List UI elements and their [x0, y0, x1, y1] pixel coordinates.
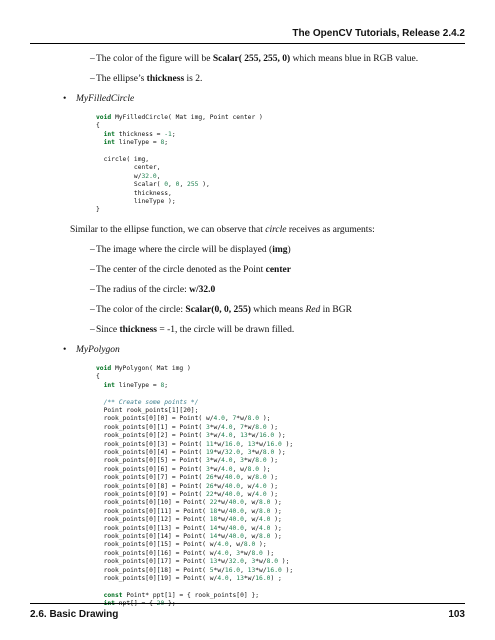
list-item: [70, 243, 470, 257]
item-bold: w/32.0: [189, 284, 216, 295]
code-line: const Point* ppt[1] = { rook_points[0] };: [103, 591, 260, 599]
code-line: rook_points[0][15] = Point( w/4.0, w/8.0 );: [96, 541, 267, 549]
header-rule: [30, 43, 465, 44]
code-line: rook_points[0][18] = Point( 5*w/16.0, 13*w/16.0 );: [96, 566, 294, 574]
list-item: [70, 72, 470, 86]
item-bold: thickness: [146, 74, 185, 84]
code-line: rook_points[0][16] = Point( w/4.0, 3*w/8.0 );: [96, 549, 275, 557]
list-item: [70, 52, 470, 66]
code-line: rook_points[0][10] = Point( 22*w/40.0, w/8.0 );: [96, 499, 282, 507]
footer-rule: [30, 603, 465, 604]
list-item: [70, 303, 470, 317]
item-text: which means blue in RGB value.: [290, 54, 419, 64]
code-line: rook_points[0][19] = Point( w/4.0, 13*w/16.0) ;: [96, 575, 282, 583]
code-line: {: [96, 373, 100, 381]
item-text: The ellipse’s: [96, 74, 147, 84]
code-block-filled-circle: [96, 114, 470, 215]
page-content: [70, 52, 470, 609]
item-text: in BGR: [320, 304, 352, 315]
paragraph: [70, 223, 470, 237]
argument-list: [70, 243, 470, 337]
code-line: /** Create some points */: [96, 398, 199, 406]
code-line: rook_points[0][11] = Point( 18*w/40.0, w/8.0 );: [96, 507, 282, 515]
item-text: ): [287, 244, 291, 255]
code-line: circle( img,: [96, 156, 150, 164]
code-line: rook_points[0][3] = Point( 11*w/16.0, 13*w/16.0 );: [96, 440, 294, 448]
page-number: 103: [448, 609, 465, 620]
running-header: The OpenCV Tutorials, Release 2.4.2: [292, 28, 465, 39]
code-line: }: [96, 206, 100, 214]
code-line: center,: [96, 164, 161, 172]
item-text: Since: [96, 324, 120, 335]
code-line: int thickness = -1;: [103, 130, 176, 138]
code-line: void MyFilledCircle( Mat img, Point center ): [96, 114, 263, 121]
code-line: rook_points[0][5] = Point( 3*w/4.0, 3*w/8.0 );: [96, 457, 279, 465]
item-text: The center of the circle denoted as the Point: [96, 264, 266, 275]
code-line: rook_points[0][17] = Point( 13*w/32.0, 3*w/8.0 );: [96, 558, 290, 566]
code-line: int lineType = 8;: [103, 139, 169, 147]
code-line: {: [96, 122, 100, 130]
code-line: rook_points[0][8] = Point( 26*w/40.0, w/4.0 );: [96, 482, 279, 490]
section-bullet-filled-circle: • MyFilledCircle: [54, 92, 470, 106]
code-line: rook_points[0][6] = Point( 3*w/4.0, w/8.0 );: [96, 465, 271, 473]
code-line: rook_points[0][13] = Point( 14*w/40.0, w/4.0 );: [96, 524, 282, 532]
item-text: The color of the circle:: [96, 304, 186, 315]
item-text: which means: [250, 304, 306, 315]
item-text: The radius of the circle:: [96, 284, 190, 295]
item-bold: center: [265, 264, 291, 275]
code-line: int npt[] = { 20 };: [103, 600, 176, 608]
intro-list: [70, 52, 470, 86]
list-item: [70, 283, 470, 297]
item-bold: thickness: [119, 324, 157, 335]
item-text: The image where the circle will be displayed (: [96, 244, 273, 255]
list-item: [70, 263, 470, 277]
code-line: rook_points[0][9] = Point( 22*w/40.0, w/4.0 );: [96, 490, 279, 498]
code-block-polygon: [96, 365, 470, 609]
footer-section-title: 2.6. Basic Drawing: [30, 609, 119, 620]
code-line: rook_points[0][12] = Point( 18*w/40.0, w/4.0 );: [96, 516, 282, 524]
list-item: [70, 323, 470, 337]
para-text: receives as arguments:: [286, 224, 375, 235]
code-line: rook_points[0][4] = Point( 19*w/32.0, 3*w/8.0 );: [96, 448, 286, 456]
item-bold: Scalar(0, 0, 255): [185, 304, 251, 315]
item-italic: Red: [305, 304, 321, 315]
code-line: void MyPolygon( Mat img ): [96, 364, 191, 372]
item-text: is 2.: [184, 74, 203, 84]
code-line: Point rook_points[1][20];: [96, 406, 199, 414]
code-line: Scalar( 0, 0, 255 ),: [96, 181, 210, 189]
code-line: w/32.0,: [96, 172, 161, 180]
code-line: int lineType = 8;: [103, 381, 169, 389]
code-line: rook_points[0][0] = Point( w/4.0, 7*w/8.0 );: [96, 415, 271, 423]
code-line: rook_points[0][1] = Point( 3*w/4.0, 7*w/8.0 );: [96, 423, 279, 431]
section-bullet-polygon: • MyPolygon: [54, 343, 470, 357]
code-line: rook_points[0][2] = Point( 3*w/4.0, 13*w/16.0 );: [96, 432, 286, 440]
item-bold: Scalar( 255, 255, 0): [212, 54, 291, 64]
item-bold: img: [272, 244, 288, 255]
code-line: thickness,: [96, 189, 172, 197]
item-text: = -1, the circle will be drawn filled.: [156, 324, 295, 335]
item-text: The color of the figure will be: [96, 54, 213, 64]
code-line: lineType );: [96, 198, 176, 206]
para-italic: circle: [265, 224, 287, 235]
code-line: rook_points[0][14] = Point( 14*w/40.0, w/8.0 );: [96, 533, 282, 540]
para-text: Similar to the ellipse function, we can observe that: [70, 224, 266, 235]
code-line: rook_points[0][7] = Point( 26*w/40.0, w/8.0 );: [96, 474, 279, 482]
